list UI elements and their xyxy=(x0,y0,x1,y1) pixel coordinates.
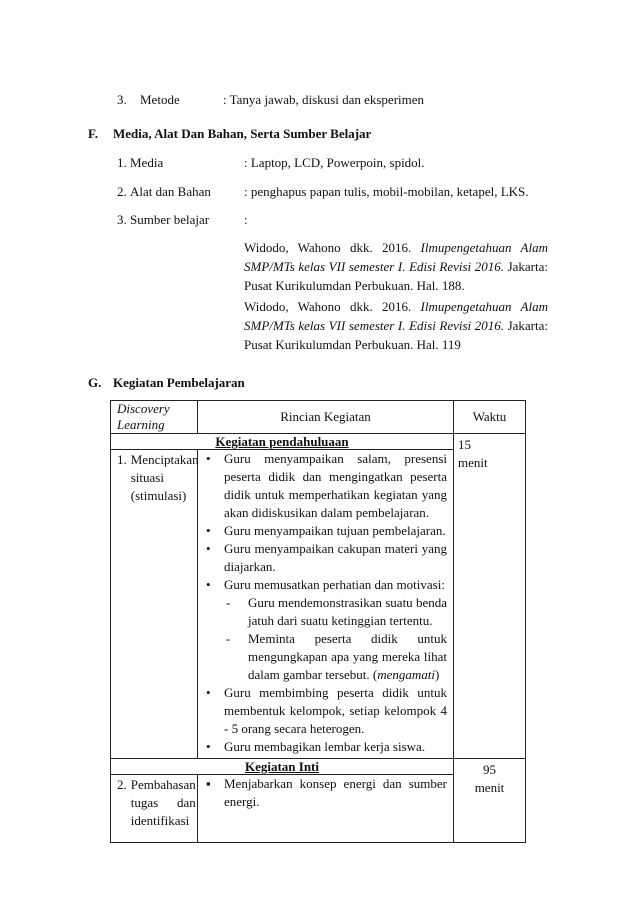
inti-waktu-unit: menit xyxy=(474,780,505,795)
bullet-text: Guru membimbing peserta didik untuk membentuk kelompok, setiap kelompok 4 - 5 orang secara heterogen. xyxy=(224,685,447,736)
step-2-cell xyxy=(111,775,198,843)
bullet-text: Guru membagikan lembar kerja siswa. xyxy=(224,739,426,754)
pendahuluan-waktu xyxy=(454,434,526,759)
bullet-icon: • xyxy=(206,685,211,700)
list-item xyxy=(206,450,447,522)
section-g-title: Kegiatan Pembelajaran xyxy=(113,375,245,390)
sub-item-close: ) xyxy=(435,667,440,682)
header-waktu: Waktu xyxy=(454,401,526,434)
step-2-label: Pembahasan tugas dan identifikasi xyxy=(130,777,196,828)
pendahuluan-details xyxy=(198,450,454,759)
pendahuluan-title: Kegiatan pendahuluaan xyxy=(111,434,454,450)
bullet-icon: • xyxy=(206,577,211,592)
bullet-icon: • xyxy=(206,739,211,754)
list-item xyxy=(206,738,447,756)
metode-label: Metode xyxy=(140,92,180,107)
reference-1-title: Ilmupengetahuan Alam SMP/MTs kelas VII semester I. Edisi Revisi 2016. xyxy=(244,240,548,274)
sumber-value: : xyxy=(244,212,248,227)
list-item xyxy=(206,775,447,811)
table-header-row xyxy=(111,401,526,434)
bullet-text: Guru memusatkan perhatian dan motivasi: xyxy=(224,577,445,592)
square-bullet-icon: ▪ xyxy=(206,776,211,791)
reference-1-post: Jakarta: Pusat Kurikulumdan Perbukuan. Hal. 188. xyxy=(244,259,549,293)
media-label: Media xyxy=(130,155,164,170)
inti-title-row xyxy=(111,759,526,775)
alat-label: Alat dan Bahan xyxy=(130,184,211,199)
media-num: 1. xyxy=(117,155,127,170)
media-value: : Laptop, LCD, Powerpoin, spidol. xyxy=(244,155,425,170)
reference-2-post: Jakarta: Pusat Kurikulumdan Perbukuan. Hal. 119 xyxy=(244,318,549,352)
inti-waktu xyxy=(454,759,526,843)
list-item xyxy=(206,522,447,540)
reference-2-title: Ilmupengetahuan Alam SMP/MTs kelas VII semester I. Edisi Revisi 2016. xyxy=(244,299,548,333)
list-item xyxy=(206,684,447,738)
inti-details xyxy=(198,775,454,843)
metode-value: : Tanya jawab, diskusi dan eksperimen xyxy=(223,92,425,107)
header-rincian-kegiatan: Rincian Kegiatan xyxy=(198,401,454,434)
metode-num: 3. xyxy=(117,92,127,107)
bullet-text: Menjabarkan konsep energi dan sumber energi. xyxy=(224,776,447,809)
step-2-num: 2. xyxy=(117,777,127,792)
list-item xyxy=(224,594,447,630)
bullet-text: Guru menyampaikan tujuan pembelajaran. xyxy=(224,523,446,538)
bullet-icon: • xyxy=(206,523,211,538)
pendahuluan-waktu-unit: menit xyxy=(458,455,488,470)
list-item xyxy=(206,540,447,576)
reference-1 xyxy=(244,238,548,295)
list-item xyxy=(206,576,447,684)
alat-value: : penghapus papan tulis, mobil-mobilan, ketapel, LKS. xyxy=(244,184,529,199)
sub-item-text: Guru mendemonstrasikan suatu benda jatuh dari suatu ketinggian tertentu. xyxy=(248,595,447,628)
step-1-num: 1. xyxy=(117,452,127,467)
step-1-cell xyxy=(111,450,198,759)
section-f-title: Media, Alat Dan Bahan, Serta Sumber Belajar xyxy=(113,126,372,141)
bullet-icon: • xyxy=(206,541,211,556)
reference-1-pre: Widodo, Wahono dkk. 2016. xyxy=(244,240,421,255)
header-discovery-learning: Discovery Learning xyxy=(111,401,198,434)
dash-icon: - xyxy=(226,595,231,610)
sumber-label: Sumber belajar xyxy=(130,212,210,227)
bullet-icon: • xyxy=(206,451,211,466)
section-g-letter: G. xyxy=(88,375,102,390)
kegiatan-table xyxy=(110,400,526,843)
dash-icon: - xyxy=(226,631,231,646)
pendahuluan-bullet-list xyxy=(206,450,447,756)
pendahuluan-waktu-num: 15 xyxy=(458,437,471,452)
metode-row xyxy=(117,92,127,108)
inti-waktu-num: 95 xyxy=(483,762,496,777)
list-item xyxy=(224,630,447,684)
alat-num: 2. xyxy=(117,184,127,199)
bullet-text: Guru menyampaikan salam, presensi peserta didik dan mengingatkan peserta didik untuk memperhatikan kegiatan yang akan didiskusikan dalam pembelajaran. xyxy=(224,451,447,520)
inti-title: Kegiatan Inti xyxy=(111,759,454,775)
sub-item-list xyxy=(224,594,447,684)
sumber-num: 3. xyxy=(117,212,127,227)
step-1-label: Menciptakan situasi (stimulasi) xyxy=(130,452,199,503)
inti-bullet-list xyxy=(206,775,447,811)
section-f-letter: F. xyxy=(88,126,98,141)
sub-item-italic: mengamati xyxy=(377,667,436,682)
reference-2 xyxy=(244,297,548,354)
sub-item-text: Meminta peserta didik untuk mengungkapan apa yang mereka lihat dalam gambar tersebut. ( xyxy=(248,631,447,682)
reference-2-pre: Widodo, Wahono dkk. 2016. xyxy=(244,299,421,314)
bullet-text: Guru menyampaikan cakupan materi yang diajarkan. xyxy=(224,541,447,574)
pendahuluan-title-row xyxy=(111,434,526,450)
